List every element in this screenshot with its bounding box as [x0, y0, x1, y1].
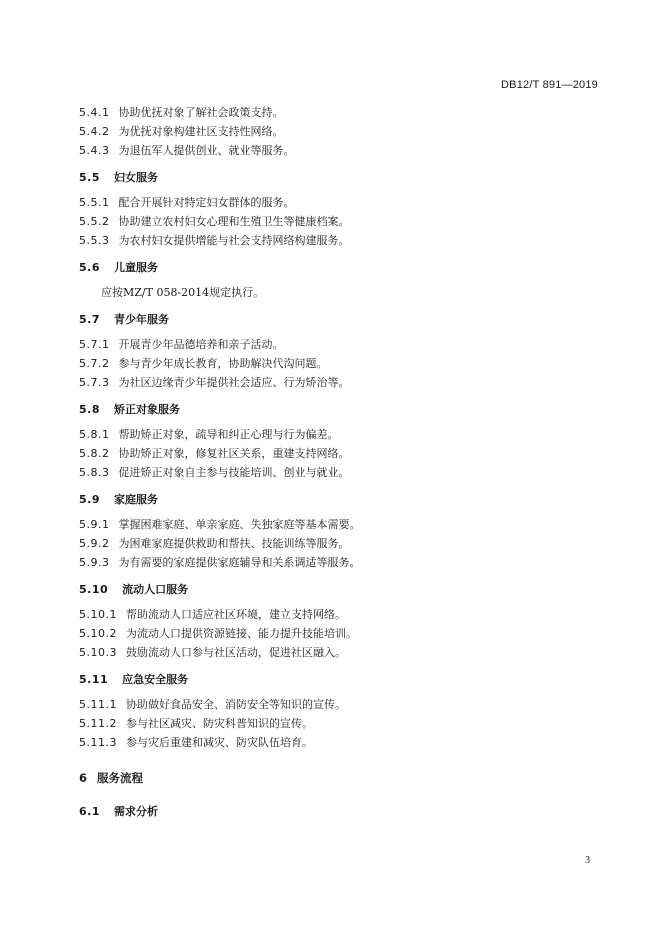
section-number: 5.7: [79, 313, 100, 326]
clause-text: 掌握困难家庭、单亲家庭、失独家庭等基本需要。: [118, 518, 361, 531]
clause-item: [79, 231, 609, 250]
clause-item: [79, 515, 609, 534]
page-number: 3: [585, 855, 590, 866]
section-title: 儿童服务: [114, 261, 158, 274]
clause-item: [79, 141, 609, 160]
section-heading: [79, 310, 609, 329]
clause-text: 帮助矫正对象，疏导和纠正心理与行为偏差。: [118, 428, 339, 441]
clause-item: [79, 122, 609, 141]
clause-text: 协助优抚对象了解社会政策支持。: [118, 106, 284, 119]
clause-item: [79, 103, 609, 122]
clause-number: 5.9.3: [79, 556, 110, 569]
clause-text: 为社区边缘青少年提供社会适应、行为矫治等。: [118, 376, 350, 389]
clause-text: 开展青少年品德培养和亲子活动。: [118, 338, 284, 351]
section-heading: [79, 490, 609, 509]
clause-text: 协助矫正对象，修复社区关系，重建支持网络。: [118, 447, 350, 460]
clause-item: [79, 463, 609, 482]
clause-text: 参与灾后重建和减灾、防灾队伍培育。: [126, 736, 313, 749]
clause-number: 5.4.1: [79, 106, 110, 119]
section-heading: [79, 400, 609, 419]
clause-text: 促进矫正对象自主参与技能培训、创业与就业。: [118, 466, 350, 479]
section-heading: [79, 802, 609, 821]
clause-item: [79, 624, 609, 643]
clause-text: 协助做好食品安全、消防安全等知识的宣传。: [126, 698, 346, 711]
clause-text: 为有需要的家庭提供家庭辅导和关系调适等服务。: [118, 556, 361, 569]
clause-item: [79, 553, 609, 572]
chapter-title: 服务流程: [97, 771, 144, 785]
clause-number: 5.8.3: [79, 466, 110, 479]
clause-text: 为农村妇女提供增能与社会支持网络构建服务。: [118, 234, 350, 247]
clause-text: 参与社区减灾、防灾科普知识的宣传。: [126, 717, 313, 730]
clause-number: 5.4.3: [79, 144, 110, 157]
section-title: 流动人口服务: [122, 583, 189, 596]
clause-text: 参与青少年成长教育，协助解决代沟问题。: [118, 357, 328, 370]
clause-number: 5.7.2: [79, 357, 110, 370]
section-title: 应急安全服务: [122, 673, 189, 686]
document-code: DB12/T 891—2019: [501, 79, 598, 91]
section-number: 5.8: [79, 403, 100, 416]
clause-item: [79, 335, 609, 354]
section-heading: [79, 580, 609, 599]
paragraph: 应按MZ/T 058-2014规定执行。: [101, 286, 265, 299]
section-heading: [79, 670, 609, 689]
section-title: 妇女服务: [114, 171, 158, 184]
clause-item: [79, 444, 609, 463]
clause-number: 5.11.2: [79, 717, 117, 730]
section-title: 矫正对象服务: [114, 403, 180, 416]
section-title: 家庭服务: [114, 493, 158, 506]
clause-text: 为流动人口提供资源链接、能力提升技能培训。: [126, 627, 357, 640]
section-number: 5.5: [79, 171, 100, 184]
clause-item: [79, 534, 609, 553]
clause-number: 5.5.1: [79, 196, 110, 209]
chapter-number: 6: [79, 771, 88, 785]
clause-number: 5.5.2: [79, 215, 110, 228]
clause-text: 帮助流动人口适应社区环境，建立支持网络。: [126, 608, 346, 621]
clause-text: 鼓励流动人口参与社区活动，促进社区融入。: [126, 646, 346, 659]
clause-text: 配合开展针对特定妇女群体的服务。: [118, 196, 295, 209]
clause-number: 5.7.1: [79, 338, 110, 351]
clause-text: 为优抚对象构建社区支持性网络。: [118, 125, 284, 138]
clause-item: [79, 193, 609, 212]
section-number: 5.10: [79, 583, 109, 596]
section-title: 青少年服务: [114, 313, 169, 326]
clause-number: 5.10.1: [79, 608, 117, 621]
clause-number: 5.5.3: [79, 234, 110, 247]
clause-number: 5.8.1: [79, 428, 110, 441]
clause-text: 为困难家庭提供救助和帮扶、技能训练等服务。: [118, 537, 350, 550]
clause-item: [79, 695, 609, 714]
clause-item: [79, 643, 609, 662]
clause-number: 5.10.2: [79, 627, 117, 640]
clause-text: 协助建立农村妇女心理和生殖卫生等健康档案。: [118, 215, 350, 228]
section-number: 5.11: [79, 673, 109, 686]
section-number: 5.9: [79, 493, 100, 506]
clause-item: [79, 354, 609, 373]
clause-number: 5.8.2: [79, 447, 110, 460]
clause-number: 5.4.2: [79, 125, 110, 138]
clause-item: [79, 373, 609, 392]
clause-item: [79, 605, 609, 624]
clause-number: 5.9.1: [79, 518, 110, 531]
clause-number: 5.10.3: [79, 646, 117, 659]
clause-text: 为退伍军人提供创业、就业等服务。: [118, 144, 295, 157]
clause-item: [79, 212, 609, 231]
clause-number: 5.11.3: [79, 736, 117, 749]
document-body: [79, 103, 609, 827]
section-heading: [79, 168, 609, 187]
clause-item: [79, 714, 609, 733]
section-heading: [79, 258, 609, 277]
section-number: 6.1: [79, 805, 100, 818]
clause-item: [79, 733, 609, 752]
chapter-heading: [79, 768, 609, 788]
clause-item: [79, 425, 609, 444]
clause-number: 5.7.3: [79, 376, 110, 389]
clause-number: 5.9.2: [79, 537, 110, 550]
clause-number: 5.11.1: [79, 698, 117, 711]
section-title: 需求分析: [114, 805, 158, 818]
section-number: 5.6: [79, 261, 100, 274]
